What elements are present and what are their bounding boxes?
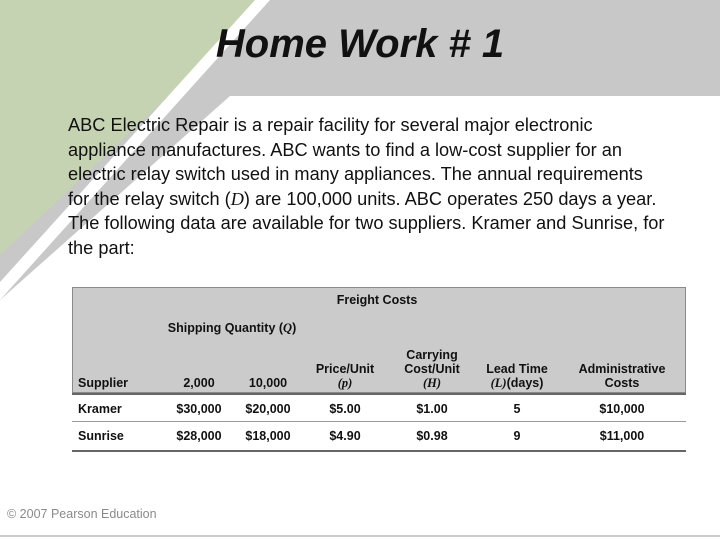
copyright-footer: © 2007 Pearson Education [7, 507, 157, 521]
carrying-cost-header: Carrying Cost/Unit (H) [404, 348, 460, 390]
administrative-costs-header: Administrative Costs [578, 362, 666, 390]
supplier-data-table: Freight Costs Shipping Quantity (Q) Supplier 2,000 10,000 Price/Unit (p) Carrying Cost/Unit (H) Lead Time (L)(days) Administrative Costs Kramer $30,000 $20,000 $5.00 $1.00 5 $10,000 Sunrise $28,000 $18,000 $4.90 $0.98 9 $11,000 [72, 287, 686, 451]
price-unit-header: Price/Unit (p) [315, 362, 375, 390]
problem-paragraph: ABC Electric Repair is a repair facility for several major electronic appliance manufactures. ABC wants to find a low-cost supplier for an electric relay switch used in many appliances. The annual requirements for the relay switch (D) are 100,000 units. ABC operates 250 days a year. The following data are available for two suppliers. Kramer and Sunrise, for the part: [68, 115, 665, 258]
page-title: Home Work # 1 [215, 22, 505, 66]
lead-time-header: Lead Time (L)(days) [486, 362, 548, 390]
quantity-10000-header: 10,000 [248, 376, 288, 390]
supplier-column-header: Supplier [78, 376, 129, 390]
freight-costs-header: Freight Costs [336, 293, 418, 307]
quantity-2000-header: 2,000 [183, 376, 215, 390]
shipping-quantity-header: Shipping Quantity (Q) [167, 321, 297, 335]
